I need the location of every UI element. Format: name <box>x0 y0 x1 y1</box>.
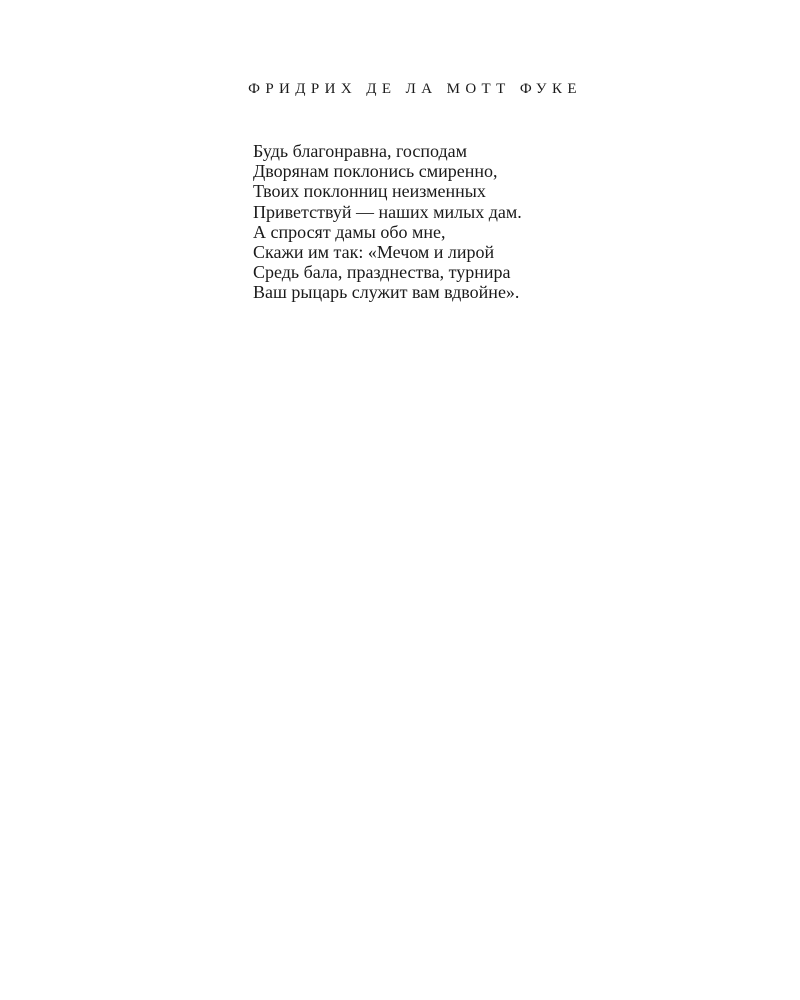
verse-line: Средь бала, празднества, турнира <box>253 262 511 283</box>
verse-line: Приветствуй — наших милых дам. <box>253 201 522 222</box>
verse-line: Скажи им так: «Мечом и лирой <box>253 242 495 263</box>
verse-line: Дворянам поклонись смиренно, <box>253 161 498 182</box>
verse-line: Ваш рыцарь служит вам вдвойне». <box>253 282 520 303</box>
verse-line: Твоих поклонниц неизменных <box>253 181 486 202</box>
running-header-author: ФРИДРИХ ДЕ ЛА МОТТ ФУКЕ <box>248 81 582 97</box>
verse-line: Будь благонравна, господам <box>253 141 468 161</box>
verse-line: А спросят дамы обо мне, <box>253 221 446 242</box>
poem-stanza <box>253 141 522 303</box>
